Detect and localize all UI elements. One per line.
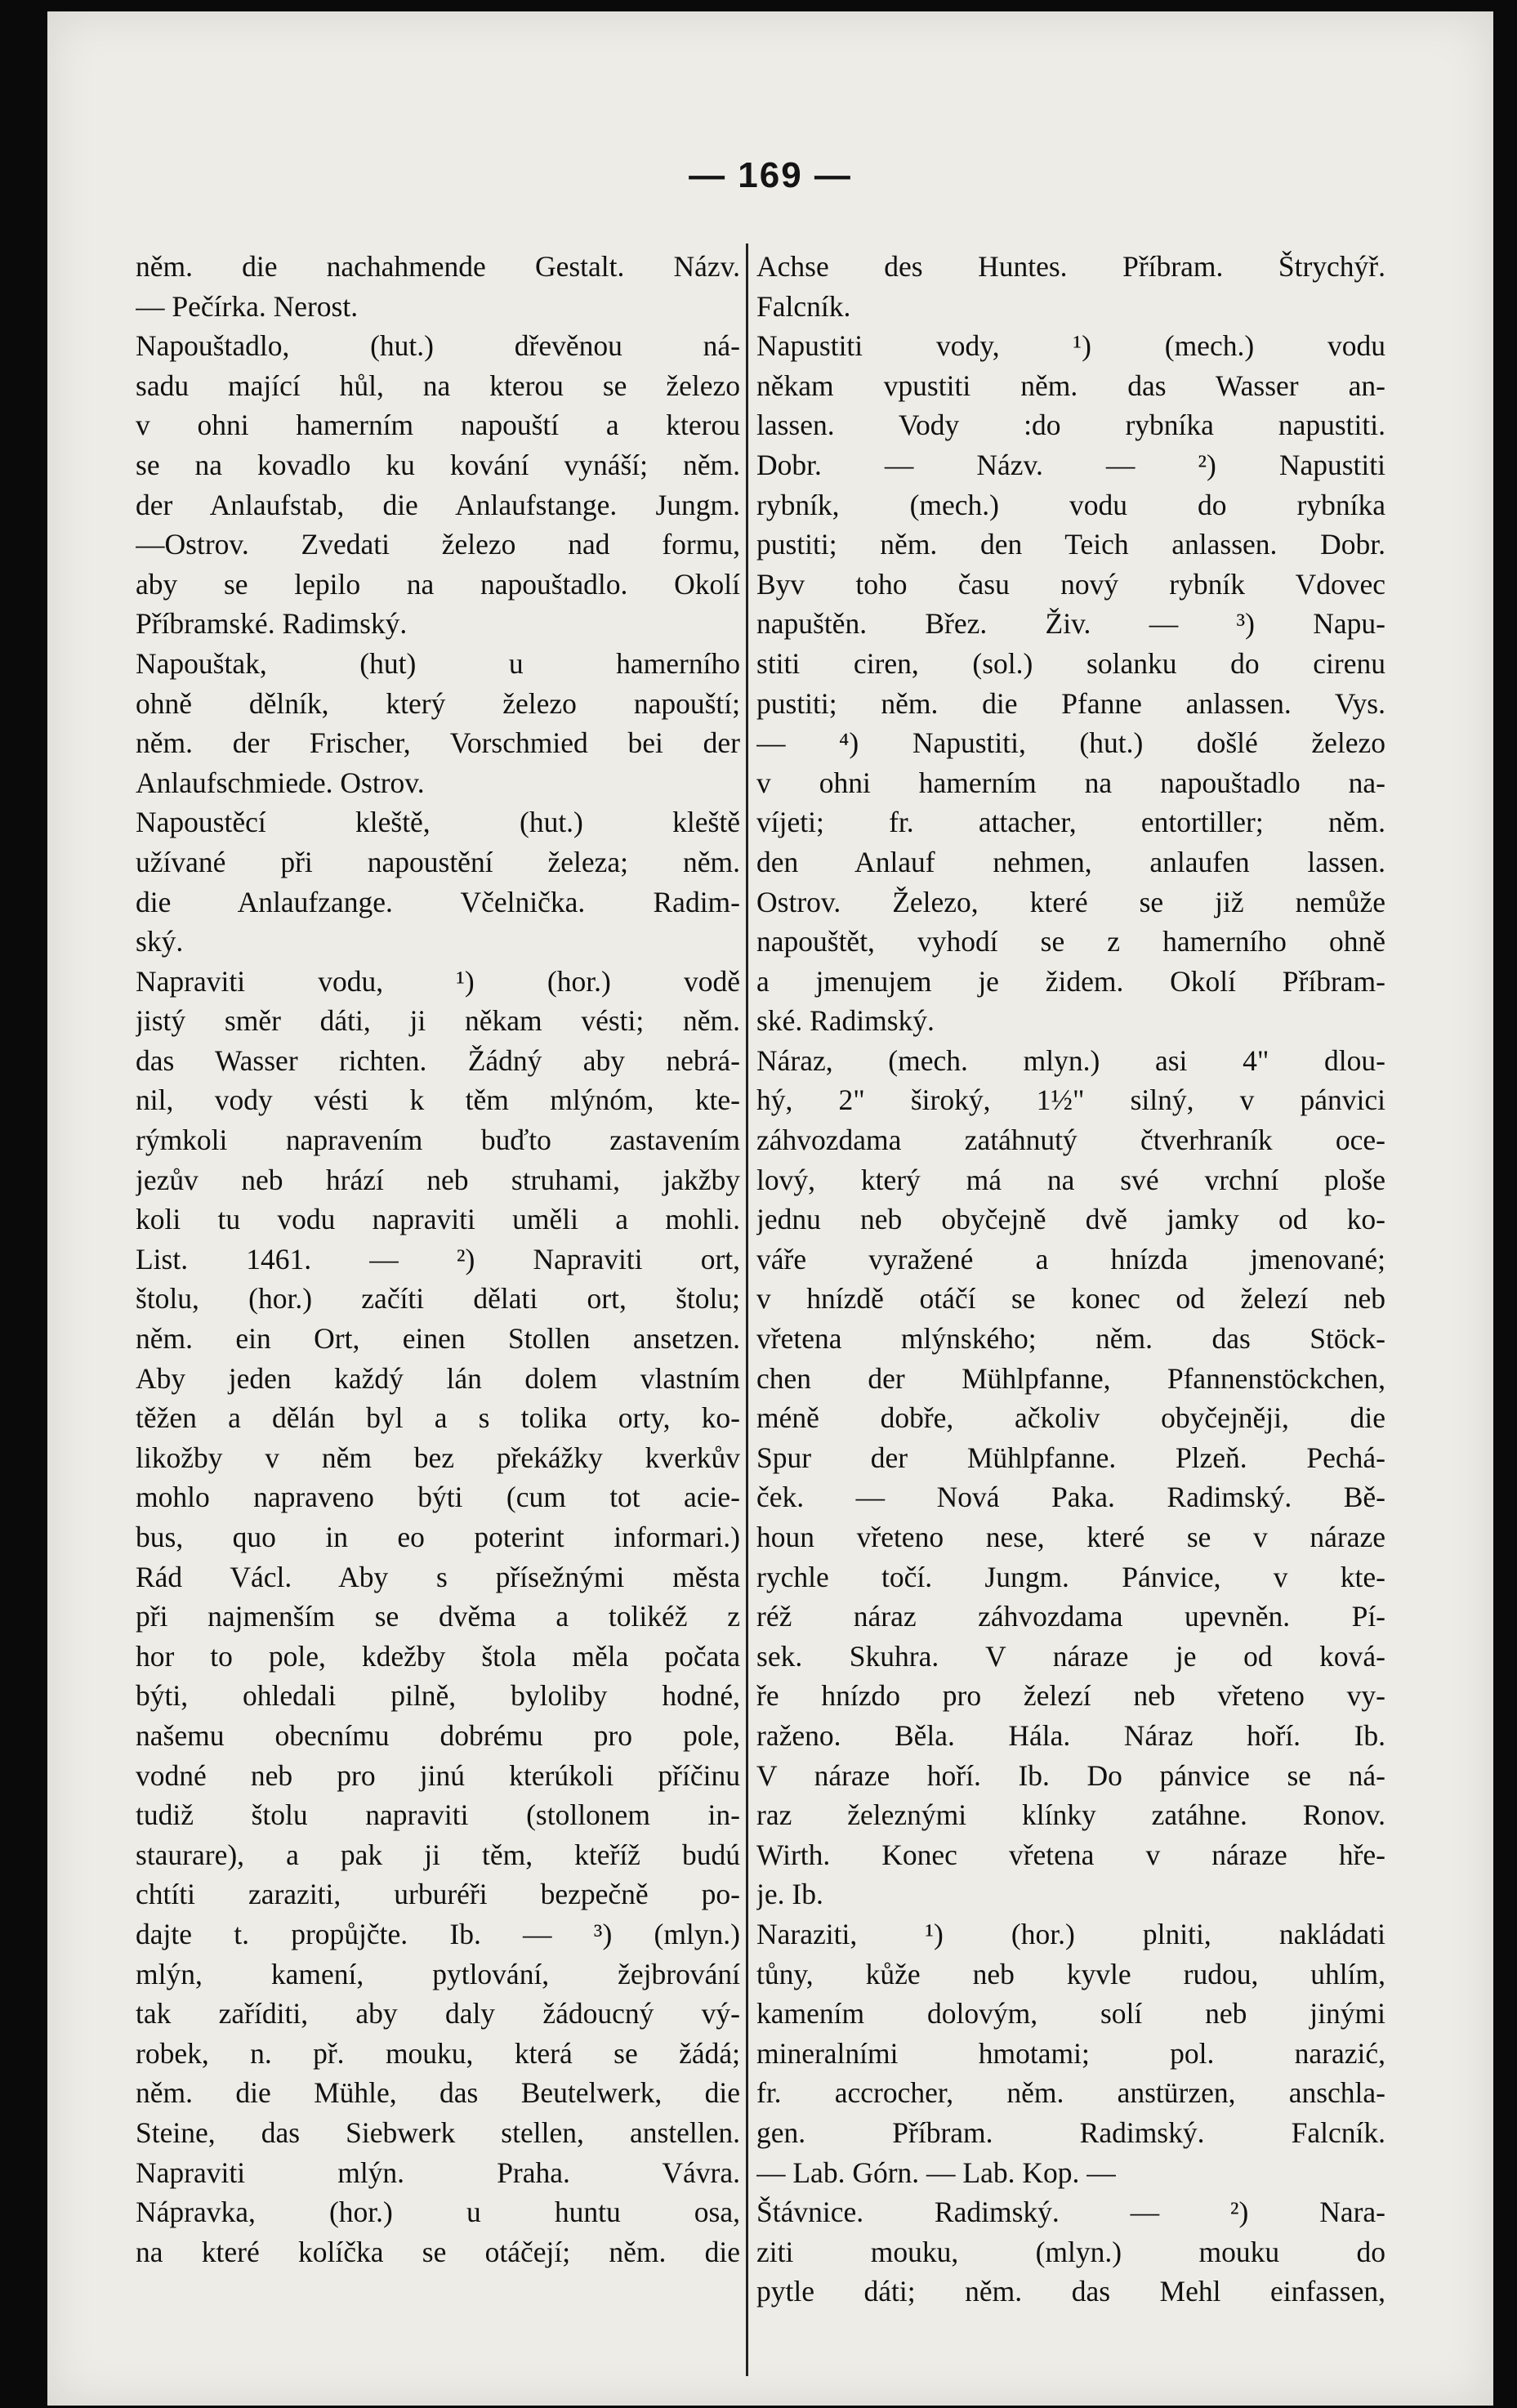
text-line: houn vřeteno nese, které se v náraze — [756, 1521, 1385, 1553]
text-line: méně dobře, ačkoliv obyčejněji, die — [756, 1401, 1385, 1435]
text-line: ček. — Nová Paka. Radimský. Bě- — [756, 1481, 1385, 1514]
text-line: koli tu vodu napraviti uměli a mohli. — [136, 1203, 740, 1236]
text-line: při najmenším se dvěma a tolikéž z — [136, 1600, 740, 1633]
text-line: v ohni hamerním napouští a kterou — [136, 409, 740, 442]
text-line: něm. der Frischer, Vorschmied bei der — [136, 726, 740, 760]
text-line: kamením dolovým, solí neb jinými — [756, 1997, 1385, 2030]
text-line: bus, quo in eo poterint informari.) — [136, 1521, 740, 1553]
text-line: Aby jeden každý lán dolem vlastním — [136, 1361, 740, 1395]
text-line: lový, který má na své vrchní ploše — [756, 1163, 1385, 1196]
text-line: réž náraz záhvozdama upevněn. Pí- — [756, 1600, 1385, 1633]
text-line: Ostrov. Železo, které se již nemůže — [756, 885, 1385, 918]
text-line: lassen. Vody :do rybníka napustiti. — [756, 409, 1385, 442]
text-line: Rád Václ. Aby s přísežnými města — [136, 1560, 740, 1593]
text-line: Spur der Mühlpfanne. Plzeň. Pechá- — [756, 1441, 1385, 1474]
text-line: ské. Radimský. — [756, 1004, 935, 1038]
text-line: někam vpustiti něm. das Wasser an- — [756, 369, 1385, 402]
text-line: jezův neb hrází neb struhami, jakžby — [136, 1163, 740, 1196]
text-line: stiti ciren, (sol.) solanku do cirenu — [756, 646, 1385, 680]
text-line: tak zaříditi, aby daly žádoucný vý- — [136, 1997, 740, 2030]
text-line: das Wasser richten. Žádný aby nebrá- — [136, 1043, 740, 1077]
text-line: Falcník. — [756, 289, 851, 323]
text-line: Steine, das Siebwerk stellen, anstellen. — [136, 2115, 740, 2149]
text-line: Nápravka, (hor.) u huntu osa, — [136, 2196, 740, 2229]
text-line: robek, n. př. mouku, která se žádá; — [136, 2036, 740, 2070]
text-line: rychle točí. Jungm. Pánvice, v kte- — [756, 1560, 1385, 1593]
text-line: fr. accrocher, něm. anstürzen, anschla- — [756, 2076, 1385, 2110]
text-line: gen. Příbram. Radimský. Falcník. — [756, 2115, 1385, 2149]
text-line: List. 1461. — ²) Napraviti ort, — [136, 1242, 740, 1275]
text-line: v hnízdě otáčí se konec od železí neb — [756, 1282, 1385, 1316]
text-line: mohlo napraveno býti (cum tot acie- — [136, 1481, 740, 1514]
text-line: napouštět, vyhodí se z hamerního ohně — [756, 925, 1385, 958]
left-column — [136, 247, 740, 2272]
text-line: tůny, kůže neb kyvle rudou, uhlím, — [756, 1957, 1385, 1990]
text-line: Naraziti, ¹) (hor.) plniti, nakládati — [756, 1917, 1385, 1950]
text-line: Napouštadlo, (hut.) dřevěnou ná- — [136, 329, 740, 363]
text-line: den Anlauf nehmen, anlaufen lassen. — [756, 845, 1385, 878]
text-line: ře hnízdo pro železí neb vřeteno vy- — [756, 1679, 1385, 1713]
text-line: Příbramské. Radimský. — [136, 607, 408, 641]
text-line: našemu obecnímu dobrému pro pole, — [136, 1718, 740, 1752]
text-line: sek. Skuhra. V náraze je od ková- — [756, 1639, 1385, 1673]
text-line: chen der Mühlpfanne, Pfannenstöckchen, — [756, 1361, 1385, 1395]
right-column — [756, 247, 1385, 2312]
text-line: Napouštak, (hut) u hamerního — [136, 646, 740, 680]
text-line: raženo. Běla. Hála. Náraz hoří. Ib. — [756, 1718, 1385, 1752]
text-line: je. Ib. — [756, 1878, 823, 1911]
text-line: pustiti; něm. den Teich anlassen. Dobr. — [756, 528, 1385, 561]
text-line: něm. die nachahmende Gestalt. Názv. — [136, 250, 740, 283]
page-number: — 169 — — [689, 155, 852, 195]
column-divider — [746, 243, 748, 2376]
text-line: ský. — [136, 925, 184, 958]
text-line: mlýn, kamení, pytlování, žejbrování — [136, 1957, 740, 1990]
text-line: die Anlaufzange. Včelnička. Radim- — [136, 885, 740, 918]
text-line: — ⁴) Napustiti, (hut.) došlé železo — [756, 726, 1385, 760]
text-line: vřetena mlýnského; něm. das Stöck- — [756, 1322, 1385, 1356]
text-line: ohně dělník, který železo napouští; — [136, 686, 740, 720]
text-line: a jmenujem je židem. Okolí Příbram- — [756, 964, 1385, 998]
text-line: těžen a dělán byl a s tolika orty, ko- — [136, 1401, 740, 1435]
text-line: Dobr. — Názv. — ²) Napustiti — [756, 448, 1385, 481]
text-line: na které kolíčka se otáčejí; něm. die — [136, 2235, 740, 2268]
text-line: hý, 2" široký, 1½" silný, v pánvici — [756, 1083, 1385, 1117]
text-line: mineralními hmotami; pol. narazić, — [756, 2036, 1385, 2070]
text-line: víjeti; fr. attacher, entortiller; něm. — [756, 806, 1385, 839]
text-line: dajte t. propůjčte. Ib. — ³) (mlyn.) — [136, 1917, 740, 1950]
text-line: pytle dáti; něm. das Mehl einfassen, — [756, 2275, 1385, 2308]
text-line: užívané při napoustění železa; něm. — [136, 845, 740, 878]
text-line: vodné neb pro jinú kterúkoli příčinu — [136, 1758, 740, 1792]
text-line: der Anlaufstab, die Anlaufstange. Jungm. — [136, 488, 740, 521]
text-line: Napustiti vody, ¹) (mech.) vodu — [756, 329, 1385, 363]
dictionary-page — [47, 11, 1493, 2406]
text-line: Napoustěcí kleště, (hut.) kleště — [136, 806, 740, 839]
text-line: sadu mající hůl, na kterou se železo — [136, 369, 740, 402]
text-line: tudiž štolu napraviti (stollonem in- — [136, 1798, 740, 1832]
text-line: jistý směr dáti, ji někam vésti; něm. — [136, 1004, 740, 1038]
text-line: Anlaufschmiede. Ostrov. — [136, 766, 425, 799]
text-line: Achse des Huntes. Příbram. Štrychýř. — [756, 250, 1385, 283]
text-line: Byv toho času nový rybník Vdovec — [756, 567, 1385, 601]
text-line: váře vyražené a hnízda jmenované; — [756, 1242, 1385, 1275]
text-line: býti, ohledali pilně, byloliby hodné, — [136, 1679, 740, 1713]
text-line: rýmkoli napravením buďto zastavením — [136, 1124, 740, 1157]
text-line: likožby v něm bez překážky kverkův — [136, 1441, 740, 1474]
text-line: v ohni hamerním na napouštadlo na- — [756, 766, 1385, 799]
text-line: Wirth. Konec vřetena v náraze hře- — [756, 1838, 1385, 1871]
text-line: —Ostrov. Zvedati železo nad formu, — [136, 528, 740, 561]
text-line: Napraviti vodu, ¹) (hor.) vodě — [136, 964, 740, 998]
text-line: V náraze hoří. Ib. Do pánvice se ná- — [756, 1758, 1385, 1792]
text-line: staurare), a pak ji těm, kteříž budú — [136, 1838, 740, 1871]
text-line: jednu neb obyčejně dvě jamky od ko- — [756, 1203, 1385, 1236]
text-line: Štávnice. Radimský. — ²) Nara- — [756, 2196, 1385, 2229]
text-line: — Lab. Górn. — Lab. Kop. — — [756, 2156, 1116, 2189]
text-line: něm. die Mühle, das Beutelwerk, die — [136, 2076, 740, 2110]
text-line: — Pečírka. Nerost. — [136, 289, 359, 323]
text-line: Náraz, (mech. mlyn.) asi 4" dlou- — [756, 1043, 1385, 1077]
text-line: rybník, (mech.) vodu do rybníka — [756, 488, 1385, 521]
text-line: štolu, (hor.) začíti dělati ort, štolu; — [136, 1282, 740, 1316]
text-line: ziti mouku, (mlyn.) mouku do — [756, 2235, 1385, 2268]
text-line: raz železnými klínky zatáhne. Ronov. — [756, 1798, 1385, 1832]
text-line: něm. ein Ort, einen Stollen ansetzen. — [136, 1322, 740, 1356]
text-line: chtíti zaraziti, urburéři bezpečně po- — [136, 1878, 740, 1911]
text-line: aby se lepilo na napouštadlo. Okolí — [136, 567, 740, 601]
text-line: pustiti; něm. die Pfanne anlassen. Vys. — [756, 686, 1385, 720]
text-line: se na kovadlo ku kování vynáší; něm. — [136, 448, 740, 481]
text-line: záhvozdama zatáhnutý čtverhraník oce- — [756, 1124, 1385, 1157]
text-line: Napraviti mlýn. Praha. Vávra. — [136, 2156, 740, 2189]
text-line: hor to pole, kdežby štola měla počata — [136, 1639, 740, 1673]
text-line: nil, vody vésti k těm mlýnóm, kte- — [136, 1083, 740, 1117]
text-line: napuštěn. Břez. Živ. — ³) Napu- — [756, 607, 1385, 641]
